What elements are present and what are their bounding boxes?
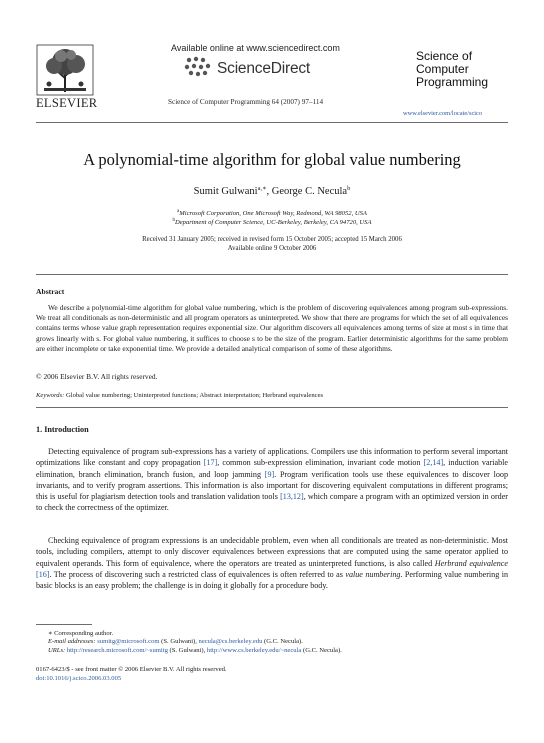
abstract-bottom-divider: [36, 407, 508, 408]
abstract-heading: Abstract: [36, 287, 65, 296]
paragraph-text: , induction variable elimination, branch elimination, branch fusion, and loop jamming: [36, 458, 508, 479]
elsevier-logo: [36, 44, 98, 110]
email-link[interactable]: necula@cs.berkeley.edu: [198, 638, 263, 645]
urls-note: [36, 646, 508, 655]
keywords-line: [36, 392, 323, 399]
email-label: E-mail addresses:: [48, 638, 96, 645]
affiliation-text: Department of Computer Science, UC-Berkeley, Berkeley, CA 94720, USA: [174, 219, 372, 226]
journal-title-line-2: Computer: [416, 62, 469, 76]
author-name: George C. Necula: [271, 186, 348, 197]
journal-title-line-3: Programming: [416, 75, 489, 89]
abstract-copyright: © 2006 Elsevier B.V. All rights reserved.: [36, 372, 158, 381]
footnote-text: (G.C. Necula).: [301, 647, 342, 654]
paragraph-text: Detecting equivalence of program sub-expressions has a variety of applications. Compilers use this information to perform several important optimizations like constant and copy propagation: [36, 447, 508, 468]
url-link[interactable]: http://www.cs.berkeley.edu/~necula: [206, 647, 302, 654]
url-link[interactable]: http://research.microsoft.com/~sumitg: [66, 647, 168, 654]
article-title: A polynomial-time algorithm for global value numbering: [83, 150, 461, 169]
intro-paragraph-1: [36, 446, 508, 514]
abstract-top-divider: [36, 274, 508, 275]
available-online-date: Available online 9 October 2006: [227, 245, 317, 252]
paragraph-text: . Program verification tools use these equivalences to discover loop invariants, and to verify program assertions. This information is also important for discovering equivalent computations in different programs; this is useful for plagiarism detection tools and translation validation tools: [36, 469, 508, 502]
available-online-text: Available online at www.sciencedirect.com: [171, 43, 340, 53]
journal-reference: Science of Computer Programming 64 (2007) 97–114: [168, 98, 324, 106]
footnote-text: (S. Gulwani),: [167, 647, 207, 654]
affiliation-text: Microsoft Corporation, One Microsoft Way, Redmond, WA 98052, USA: [179, 210, 367, 217]
footnote-mark: ∗: [48, 630, 53, 637]
email-link[interactable]: sumitg@microsoft.com: [97, 638, 160, 645]
abstract-text: We describe a polynomial-time algorithm for global value numbering, which is the problem of discovering equivalences among program sub-expressions. We treat all conditionals as non-deterministic and all program operators as uninterpreted. We show that there are programs for which the set of all equivalences contains terms whose value graph representation requires exponential size. Our algorithm discovers all equivalences among terms of size at most s in time that grows linearly with s. For global value numbering, it suffices to choose s to be the size of the program. Earlier deterministic algorithms for the same problem are either incomplete or take exponential time. We provide a detailed analytical comparison of some of these algorithms.: [36, 303, 508, 353]
paragraph-text: Checking equivalence of program expressions is an undecidable problem, even when all conditionals are treated as non-deterministic. Most tools, including compilers, attempt to only discover equivalences between expressions that are computed using the same operator applied to equivalent operands. This form of equivalence, where the operators are treated as uninterpreted functions, is also called: [36, 536, 508, 568]
sciencedirect-logo: [183, 56, 333, 86]
footnote-text: (S. Gulwani),: [159, 638, 199, 645]
author-list: [0, 184, 544, 197]
keywords-text: Global value numbering; Uninterpreted functions; Abstract interpretation; Herbrand equivalences: [65, 392, 324, 399]
emphasis-text: value numbering: [345, 569, 401, 579]
keywords-label: Keywords:: [36, 392, 65, 399]
emphasis-text: Herbrand equivalence: [434, 558, 508, 568]
paragraph-text: . Performing value numbering in basic blocks is an easy problem; the challenge is in doing it globally for a procedure body.: [36, 569, 508, 591]
email-addresses-note: [36, 637, 508, 646]
citation-link[interactable]: [16]: [36, 569, 50, 579]
sciencedirect-dots-icon: [183, 56, 213, 78]
elsevier-tree-icon: [36, 44, 94, 96]
author-name: Sumit Gulwani: [193, 186, 258, 197]
citation-link[interactable]: [2,14]: [423, 458, 444, 468]
author-affiliation-mark: b: [347, 185, 351, 192]
journal-title-block: [416, 50, 516, 89]
footnote-rule: [36, 624, 92, 625]
author-separator: ,: [266, 186, 272, 197]
urls-label: URLs:: [48, 647, 66, 654]
intro-paragraph-2: [36, 535, 508, 591]
section-heading: 1. Introduction: [36, 425, 89, 434]
header-divider: [36, 122, 508, 123]
publisher-name: ELSEVIER: [36, 96, 98, 110]
affiliation-mark: a: [177, 209, 180, 214]
affiliation-b: [0, 218, 544, 226]
journal-title-line-1: Science of: [416, 49, 473, 63]
affiliation-mark: b: [172, 218, 175, 223]
issn-line: 0167-6423/$ - see front matter © 2006 Elsevier B.V. All rights reserved.: [36, 666, 227, 673]
affiliation-a: [0, 209, 544, 217]
paragraph-text: . The process of discovering such a restricted class of equivalences is often referred to as: [49, 569, 346, 579]
citation-link[interactable]: [13,12]: [280, 492, 304, 502]
citation-link[interactable]: [17]: [203, 458, 218, 468]
footnote-text: (G.C. Necula).: [262, 638, 303, 645]
citation-link[interactable]: [9]: [264, 469, 275, 479]
footnote-text: Corresponding author.: [54, 630, 114, 637]
author-affiliation-mark: a,∗: [257, 185, 267, 192]
paragraph-text: , common sub-expression elimination, invariant code motion: [217, 458, 424, 468]
paragraph-text: , which compare a program with an optimized version in order to check the correctness of the optimizer.: [36, 492, 508, 513]
sciencedirect-wordmark: ScienceDirect: [217, 60, 311, 77]
doi-link[interactable]: doi:10.1016/j.scico.2006.03.005: [36, 675, 122, 682]
journal-url-link[interactable]: www.elsevier.com/locate/scico: [403, 110, 483, 117]
received-dates: Received 31 January 2005; received in revised form 15 October 2005; accepted 15 March 2006: [142, 236, 402, 243]
